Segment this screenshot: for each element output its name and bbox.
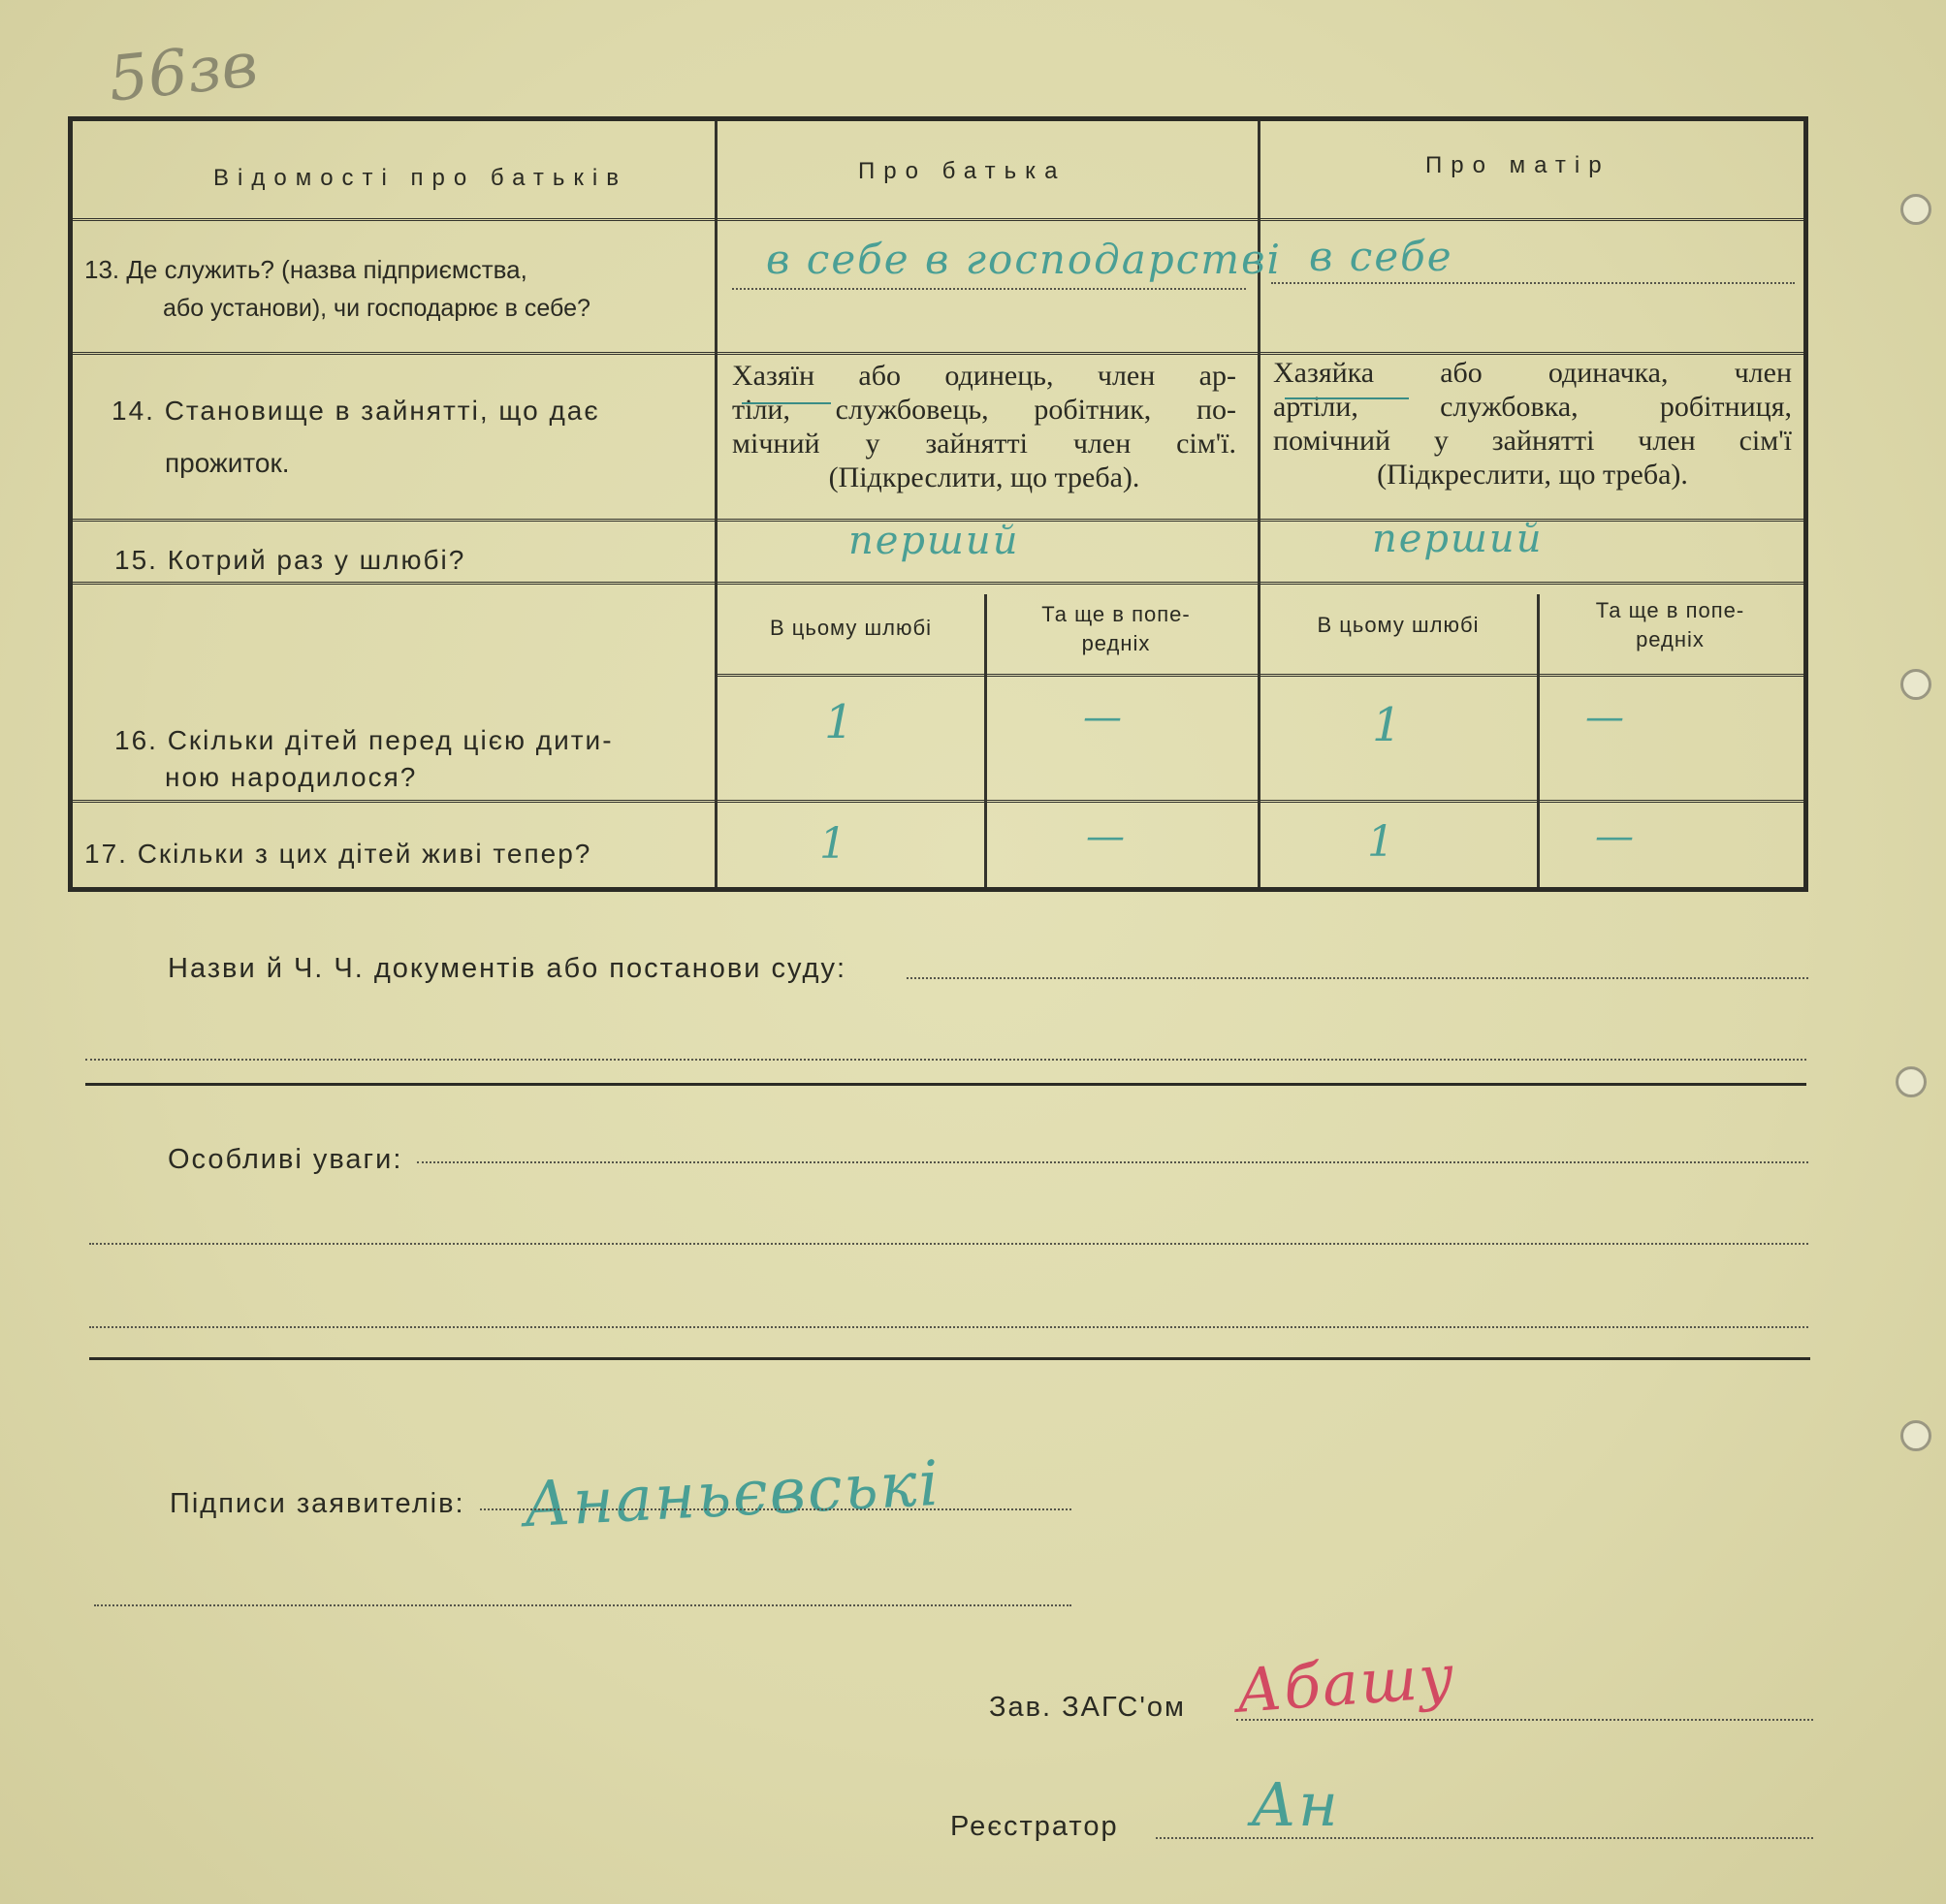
father-occupation-options — [732, 359, 1236, 494]
father-workplace-handwriting: в себе в господарстві — [766, 236, 1282, 283]
table-line — [73, 218, 1803, 221]
header-parents-info: Відомості про батьків — [213, 165, 627, 191]
punch-hole — [1896, 1066, 1927, 1097]
remarks-dotted-line — [89, 1326, 1808, 1328]
dotted-line — [1271, 282, 1795, 284]
subheader-line: редніх — [1636, 627, 1705, 651]
q14-line1: 14. Становище в зайнятті, що дає — [112, 396, 600, 426]
table-line — [73, 800, 1803, 803]
archive-page-number: 56зв — [105, 29, 262, 116]
father-option-line: мічний у зайнятті член сім'ї. — [732, 428, 1236, 460]
documents-dotted-line — [907, 977, 1808, 979]
mother-workplace-handwriting: в себе — [1309, 233, 1453, 280]
father-underline — [742, 402, 831, 404]
father-marriage-handwriting: перший — [848, 519, 1020, 563]
remarks-dotted-line — [417, 1161, 1808, 1163]
mother-underline — [1285, 397, 1409, 399]
father-option-line: Хазяїн або одинець, член ар- — [732, 360, 1236, 392]
punch-hole — [1900, 1420, 1931, 1451]
header-father: Про батька — [858, 158, 1067, 184]
table-line — [73, 582, 1803, 585]
subheader-this-marriage-father: В цьому шлюбі — [769, 616, 933, 640]
mother-marriage-handwriting: перший — [1372, 517, 1544, 561]
section-divider — [89, 1357, 1810, 1360]
punch-hole — [1900, 669, 1931, 700]
signatures-label: Підписи заявителів: — [170, 1488, 465, 1519]
q16-line2: ною народилося? — [165, 762, 418, 792]
q13-line1: 13. Де служить? (назва підприємства, — [84, 255, 527, 284]
q14-line2: прожиток. — [165, 448, 290, 478]
mother-occupation-options — [1273, 356, 1792, 492]
row17-father-this-marriage: 1 — [819, 819, 848, 869]
subheader-previous-mother — [1542, 596, 1799, 654]
row16-father-previous: — — [1083, 695, 1124, 740]
head-label: Зав. ЗАГС'ом — [989, 1692, 1186, 1723]
section-divider — [85, 1083, 1806, 1086]
mother-option-line: помічний у зайнятті член сім'ї — [1273, 425, 1792, 457]
father-option-line: (Підкреслити, що треба). — [828, 461, 1140, 493]
registrar-label: Реєстратор — [950, 1811, 1119, 1842]
subheader-line: Та ще в попе- — [1595, 598, 1745, 622]
q17: 17. Скільки з цих дітей живі тепер? — [84, 839, 592, 869]
mother-option-line: Хазяйка або одиначка, член — [1273, 357, 1792, 389]
mother-option-line: (Підкреслити, що треба). — [1377, 459, 1688, 491]
table-line — [715, 121, 718, 887]
row16-mother-previous: — — [1585, 695, 1626, 740]
table-line — [73, 352, 1803, 355]
row16-father-this-marriage: 1 — [824, 695, 856, 749]
row17-mother-this-marriage: 1 — [1367, 817, 1396, 867]
signature-dotted-line — [94, 1604, 1071, 1606]
documents-dotted-line — [85, 1059, 1806, 1061]
row16-mother-this-marriage: 1 — [1372, 698, 1404, 752]
subheader-line: редніх — [1081, 631, 1151, 655]
q15: 15. Котрий раз у шлюбі? — [114, 545, 466, 575]
subheader-previous-father — [989, 600, 1243, 658]
remarks-label: Особливі уваги: — [168, 1144, 403, 1175]
head-signature: Абашу — [1233, 1640, 1458, 1727]
dotted-line — [732, 288, 1246, 290]
subheader-this-marriage-mother: В цьому шлюбі — [1317, 613, 1480, 637]
signature-dotted-line — [480, 1508, 1071, 1510]
table-line — [984, 594, 987, 887]
documents-label: Назви й Ч. Ч. документів або постанови суду: — [168, 953, 847, 984]
header-mother: Про матір — [1425, 152, 1611, 178]
applicant-signature: Ананьєвські — [522, 1447, 942, 1542]
punch-hole — [1900, 194, 1931, 225]
head-dotted-line — [1236, 1719, 1813, 1721]
row17-mother-previous: — — [1595, 814, 1636, 859]
q16-line1: 16. Скільки дітей перед цією дити- — [114, 725, 614, 755]
registrar-signature: Ан — [1251, 1769, 1340, 1840]
registrar-dotted-line — [1156, 1837, 1813, 1839]
q13-line2: або установи), чи господарює в себе? — [163, 295, 590, 322]
table-line — [1537, 594, 1540, 887]
mother-option-line: артіли, службовка, робітниця, — [1273, 391, 1792, 423]
parents-info-table — [68, 116, 1808, 892]
row17-father-previous: — — [1086, 814, 1127, 859]
remarks-dotted-line — [89, 1243, 1808, 1245]
subheader-line: Та ще в попе- — [1041, 602, 1191, 626]
father-option-line: тіли, службовець, робітник, по- — [732, 394, 1236, 426]
